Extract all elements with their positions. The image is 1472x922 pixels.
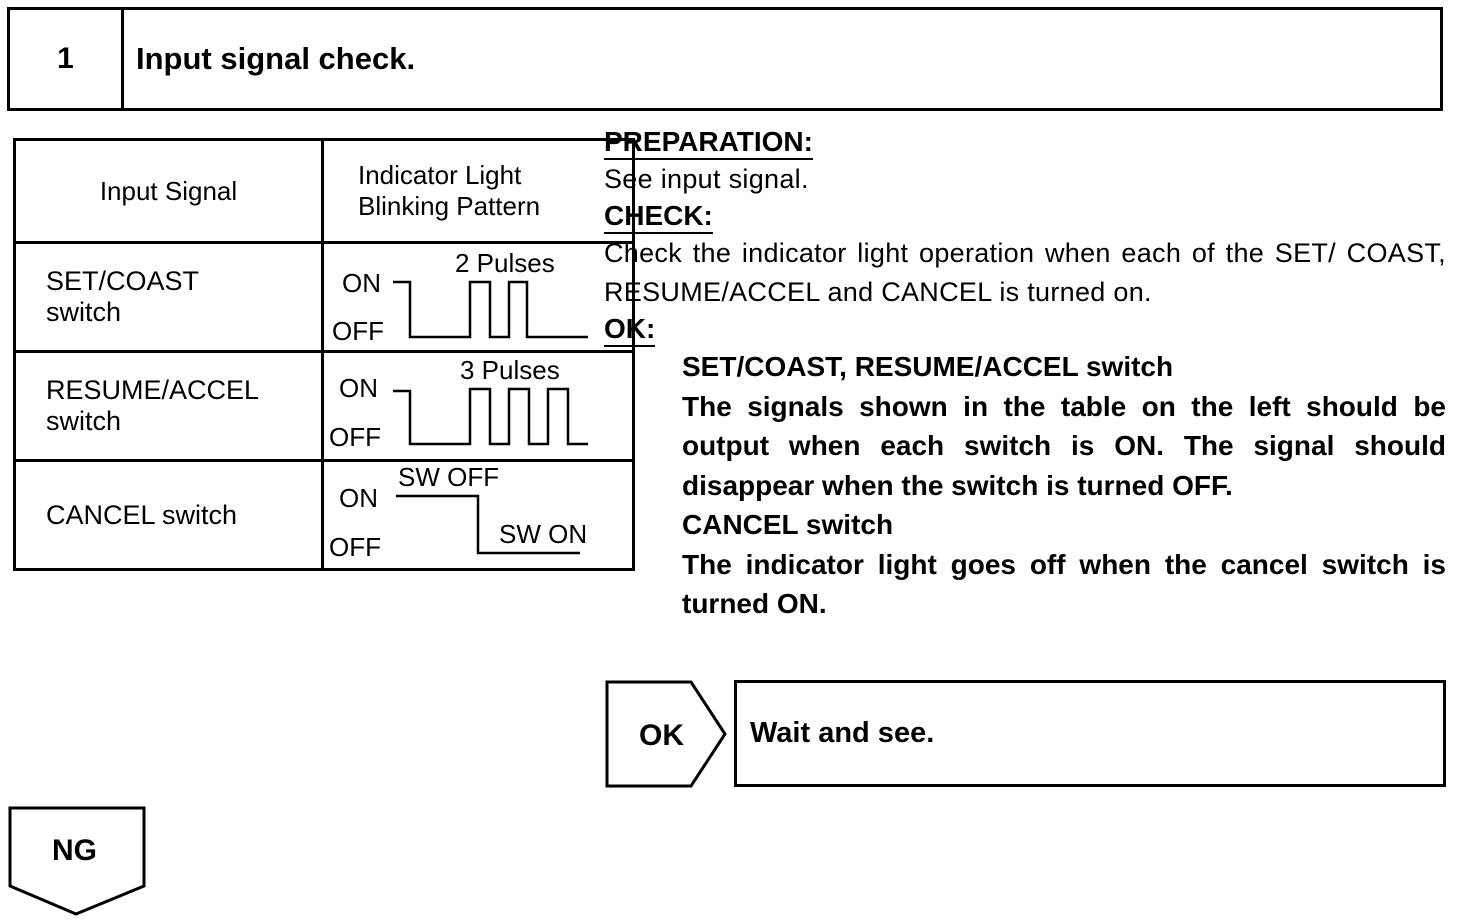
- preparation-heading: PREPARATION:: [604, 125, 813, 160]
- on-label: ON: [342, 268, 381, 298]
- table-row: [15, 352, 634, 461]
- table-row: [15, 461, 634, 570]
- row-label-line1: RESUME/ACCEL: [46, 375, 260, 405]
- ok-result-text: Wait and see.: [750, 717, 935, 749]
- sw-on-label: SW ON: [499, 519, 588, 549]
- row-label-set-coast: [15, 243, 323, 352]
- on-label: ON: [339, 483, 378, 513]
- waveform-cancel: [324, 462, 598, 568]
- ok-criteria: [682, 347, 1446, 624]
- preparation-text: See input signal.: [604, 164, 809, 194]
- step-number: 1: [10, 10, 124, 108]
- pattern-3-pulses: [323, 352, 634, 461]
- off-label: OFF: [332, 316, 384, 346]
- row-label-line2: switch: [46, 297, 122, 327]
- pulse-waveform: [393, 389, 588, 444]
- check-heading: CHECK:: [604, 199, 713, 234]
- off-label: OFF: [329, 532, 381, 562]
- instructions: [604, 125, 1446, 624]
- ok-subheading-switches: SET/COAST, RESUME/ACCEL switch: [682, 351, 1174, 382]
- ok-text-switches: The signals shown in the table on the left should be output when each switch is ON. The signal should disappear when the switch is turned OFF.: [682, 390, 1446, 501]
- pulse-label: 2 Pulses: [455, 248, 555, 278]
- ng-label: NG: [52, 834, 97, 867]
- row-label-line1: CANCEL switch: [46, 499, 238, 530]
- row-label-resume-accel: [15, 352, 323, 461]
- off-label: OFF: [329, 422, 381, 452]
- input-signal-table: [13, 138, 635, 571]
- ok-label: OK: [639, 719, 684, 752]
- row-label-cancel: [15, 461, 323, 570]
- check-text: Check the indicator light operation when each of the SET/ COAST, RESUME/ACCEL and CANCEL is turned on.: [604, 238, 1446, 307]
- header-input-signal: Input Signal: [15, 140, 323, 243]
- pattern-2-pulses: [323, 243, 634, 352]
- ok-arrow-icon: [605, 680, 729, 788]
- step-title: Input signal check.: [136, 41, 416, 76]
- row-label-line1: SET/COAST: [46, 266, 200, 296]
- ok-heading: OK:: [604, 312, 655, 347]
- header-blinking-pattern: [323, 140, 634, 243]
- ng-arrow-icon: [8, 806, 148, 918]
- ok-subheading-cancel: CANCEL switch: [682, 509, 894, 540]
- pulse-waveform: [393, 282, 588, 337]
- table-row: [15, 243, 634, 352]
- header-pattern-line2: Blinking Pattern: [358, 191, 541, 221]
- step-header: [7, 7, 1443, 111]
- ok-result-box: [734, 680, 1446, 787]
- pattern-cancel: [323, 461, 634, 570]
- waveform-3-pulses: [324, 353, 598, 459]
- table-header-row: [15, 140, 634, 243]
- header-pattern-line1: Indicator Light: [358, 160, 522, 190]
- pulse-label: 3 Pulses: [460, 355, 560, 385]
- waveform-2-pulses: [324, 244, 598, 350]
- ok-text-cancel: The indicator light goes off when the cancel switch is turned ON.: [682, 548, 1446, 619]
- sw-off-label: SW OFF: [398, 462, 500, 492]
- on-label: ON: [339, 373, 378, 403]
- row-label-line2: switch: [46, 406, 122, 436]
